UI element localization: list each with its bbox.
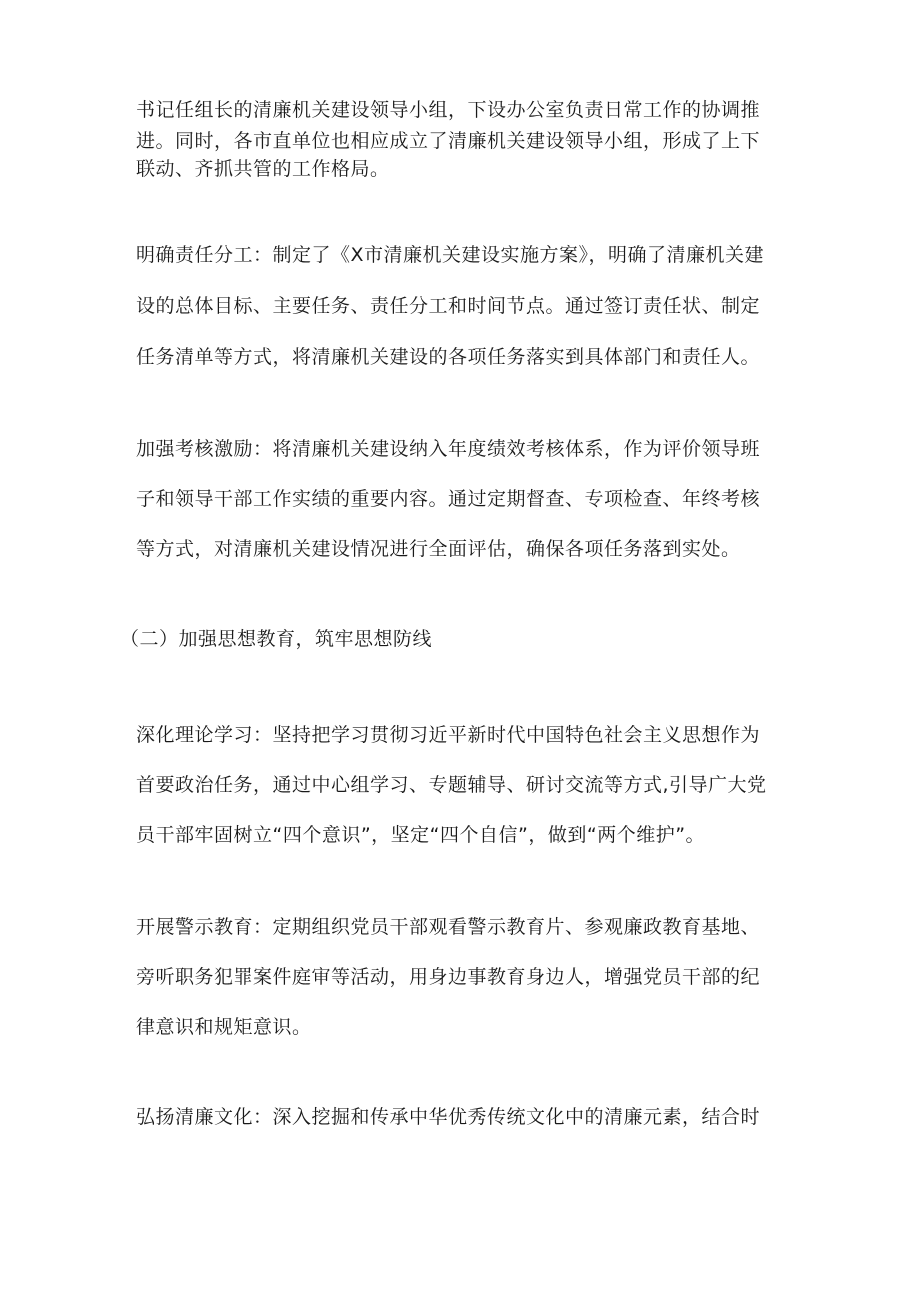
paragraph-2-line-2: 设的总体目标、主要任务、责任分工和时间节点。通过签订责任状、制定: [136, 295, 761, 317]
paragraph-6-line-1: 弘扬清廉文化：深入挖掘和传承中华优秀传统文化中的清廉元素，结合时: [136, 1106, 761, 1128]
paragraph-5-line-3: 律意识和规矩意识。: [136, 1016, 312, 1038]
paragraph-4-line-2: 首要政治任务，通过中心组学习、专题辅导、研讨交流等方式,引导广大党: [136, 774, 767, 796]
paragraph-5-line-1: 开展警示教育：定期组织党员干部观看警示教育片、参观廉政教育基地、: [136, 916, 761, 938]
paragraph-1-line-2: 进。同时，各市直单位也相应成立了清廉机关建设领导小组，形成了上下: [136, 130, 761, 152]
paragraph-2-line-1: 明确责任分工：制定了《X市清廉机关建设实施方案》，明确了清廉机关建: [136, 244, 765, 266]
paragraph-1-line-1: 书记任组长的清廉机关建设领导小组，下设办公室负责日常工作的协调推: [136, 99, 761, 121]
paragraph-3-line-1: 加强考核激励：将清廉机关建设纳入年度绩效考核体系，作为评价领导班: [136, 438, 761, 460]
section-heading: （二）加强思想教育，筑牢思想防线: [120, 628, 433, 650]
paragraph-3-line-3: 等方式，对清廉机关建设情况进行全面评估，确保各项任务落到实处。: [136, 538, 741, 560]
paragraph-4-line-1: 深化理论学习：坚持把学习贯彻习近平新时代中国特色社会主义思想作为: [136, 724, 761, 746]
paragraph-5-line-2: 旁听职务犯罪案件庭审等活动，用身边事教育身边人，增强党员干部的纪: [136, 966, 761, 988]
paragraph-2-line-3: 任务清单等方式，将清廉机关建设的各项任务落实到具体部门和责任人。: [136, 346, 761, 368]
paragraph-4-line-3: 员干部牢固树立“四个意识”，坚定“四个自信”，做到“两个维护”。: [136, 824, 706, 846]
paragraph-3-line-2: 子和领导干部工作实绩的重要内容。通过定期督查、专项检查、年终考核: [136, 488, 761, 510]
paragraph-1-line-3: 联动、齐抓共管的工作格局。: [136, 158, 390, 180]
